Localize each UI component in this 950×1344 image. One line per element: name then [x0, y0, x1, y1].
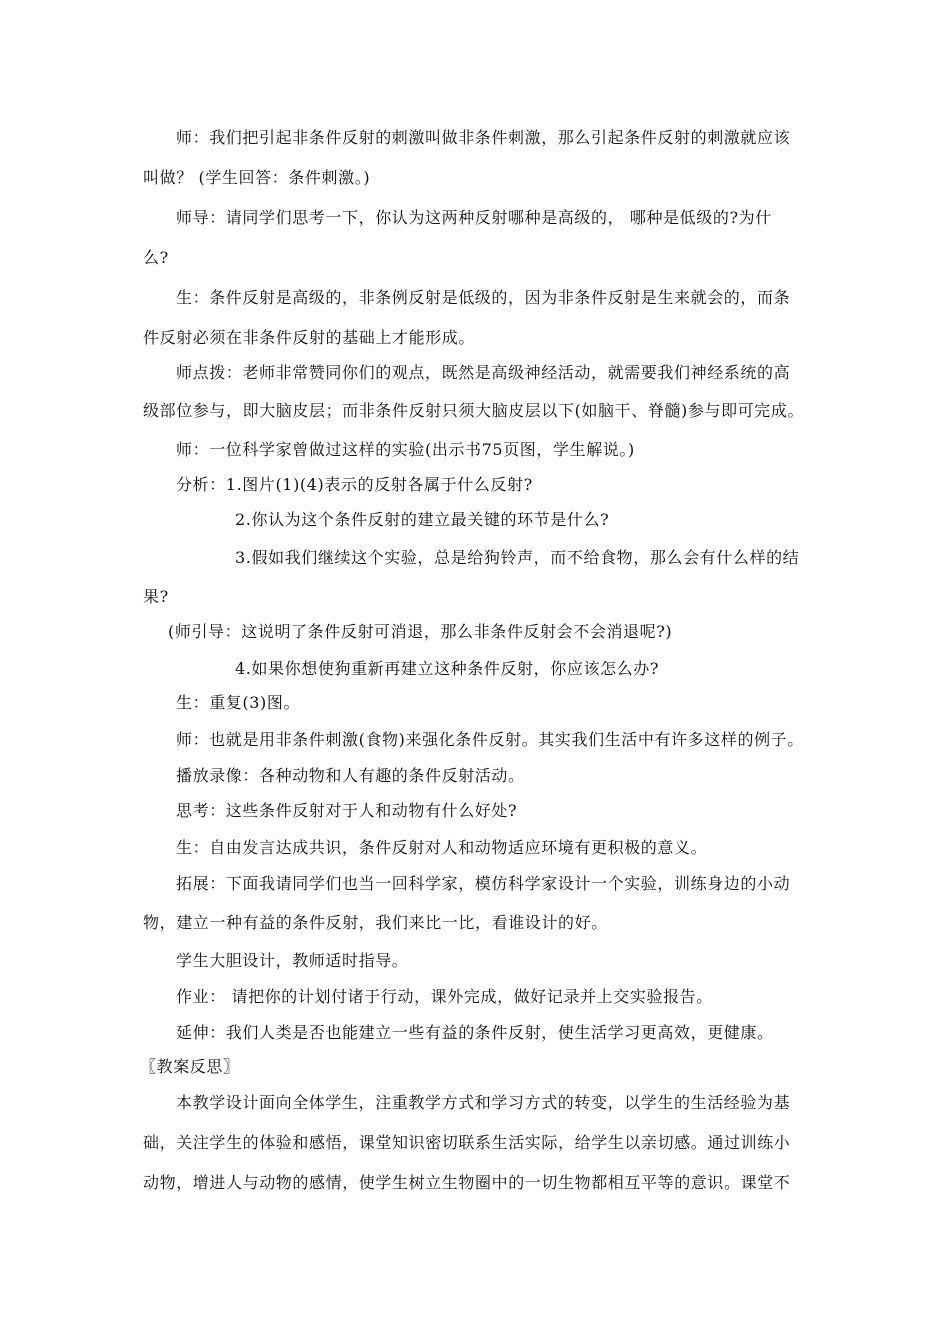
paragraph-line-24: 作业： 请把你的计划付诸于行动，课外完成，做好记录并上交实验报告。 — [176, 987, 713, 1006]
paragraph-line-11: 2.你认为这个条件反射的建立最关键的环节是什么? — [235, 510, 610, 529]
paragraph-line-21: 拓展：下面我请同学们也当一回科学家，模仿科学家设计一个实验，训练身边的小动 — [176, 874, 791, 893]
paragraph-line-15: 4.如果你想使狗重新再建立这种条件反射，你应该怎么办? — [235, 659, 660, 678]
paragraph-line-2: 叫做？ (学生回答：条件刺激。) — [143, 168, 371, 187]
paragraph-line-29: 动物，增进人与动物的感情，使学生树立生物圈中的一切生物都相互平等的意识。课堂不 — [143, 1173, 791, 1192]
paragraph-line-18: 播放录像：各种动物和人有趣的条件反射活动。 — [176, 766, 525, 785]
paragraph-line-12: 3.假如我们继续这个实验，总是给狗铃声，而不给食物，那么会有什么样的结 — [235, 548, 800, 567]
paragraph-line-3: 师导：请同学们思考一下，你认为这两种反射哪种是高级的， 哪种是低级的?为什 — [176, 208, 772, 227]
paragraph-line-1: 师：我们把引起非条件反射的刺激叫做非条件刺激，那么引起条件反射的刺激就应该 — [176, 128, 791, 147]
paragraph-line-27: 本教学设计面向全体学生，注重教学方式和学习方式的转变，以学生的生活经验为基 — [176, 1093, 791, 1112]
paragraph-line-13: 果? — [143, 587, 169, 606]
paragraph-line-20: 生：自由发言达成共识，条件反射对人和动物适应环境有更积极的意义。 — [176, 838, 708, 857]
paragraph-line-8: 级部位参与，即大脑皮层；而非条件反射只须大脑皮层以下(如脑干、脊髓)参与即可完成。 — [143, 401, 805, 420]
paragraph-line-16: 生：重复(3)图。 — [176, 693, 301, 712]
paragraph-line-28: 础，关注学生的体验和感悟，课堂知识密切联系生活实际，给学生以亲切感。通过训练小 — [143, 1133, 791, 1152]
paragraph-line-5: 生：条件反射是高级的，非条例反射是低级的，因为非条件反射是生来就会的，而条 — [176, 288, 791, 307]
paragraph-line-25: 延伸：我们人类是否也能建立一些有益的条件反射，使生活学习更高效，更健康。 — [176, 1023, 774, 1042]
section-heading-reflection: 〖教案反思〗 — [140, 1057, 240, 1076]
paragraph-line-6: 件反射必须在非条件反射的基础上才能形成。 — [143, 328, 476, 347]
paragraph-line-19: 思考：这些条件反射对于人和动物有什么好处? — [176, 801, 518, 820]
paragraph-line-10: 分析：1.图片(1)(4)表示的反射各属于什么反射? — [176, 475, 533, 494]
paragraph-line-23: 学生大胆设计，教师适时指导。 — [176, 951, 409, 970]
paragraph-line-7: 师点拨：老师非常赞同你们的观点，既然是高级神经活动，就需要我们神经系统的高 — [176, 363, 791, 382]
paragraph-line-14: (师引导：这说明了条件反射可消退，那么非条件反射会不会消退呢?) — [168, 622, 673, 641]
paragraph-line-4: 么? — [143, 248, 169, 267]
paragraph-line-22: 物，建立一种有益的条件反射，我们来比一比，看谁设计的好。 — [143, 913, 608, 932]
paragraph-line-9: 师：一位科学家曾做过这样的实验(出示书75页图，学生解说。) — [176, 440, 635, 459]
paragraph-line-17: 师：也就是用非条件刺激(食物)来强化条件反射。其实我们生活中有许多这样的例子。 — [176, 730, 804, 749]
